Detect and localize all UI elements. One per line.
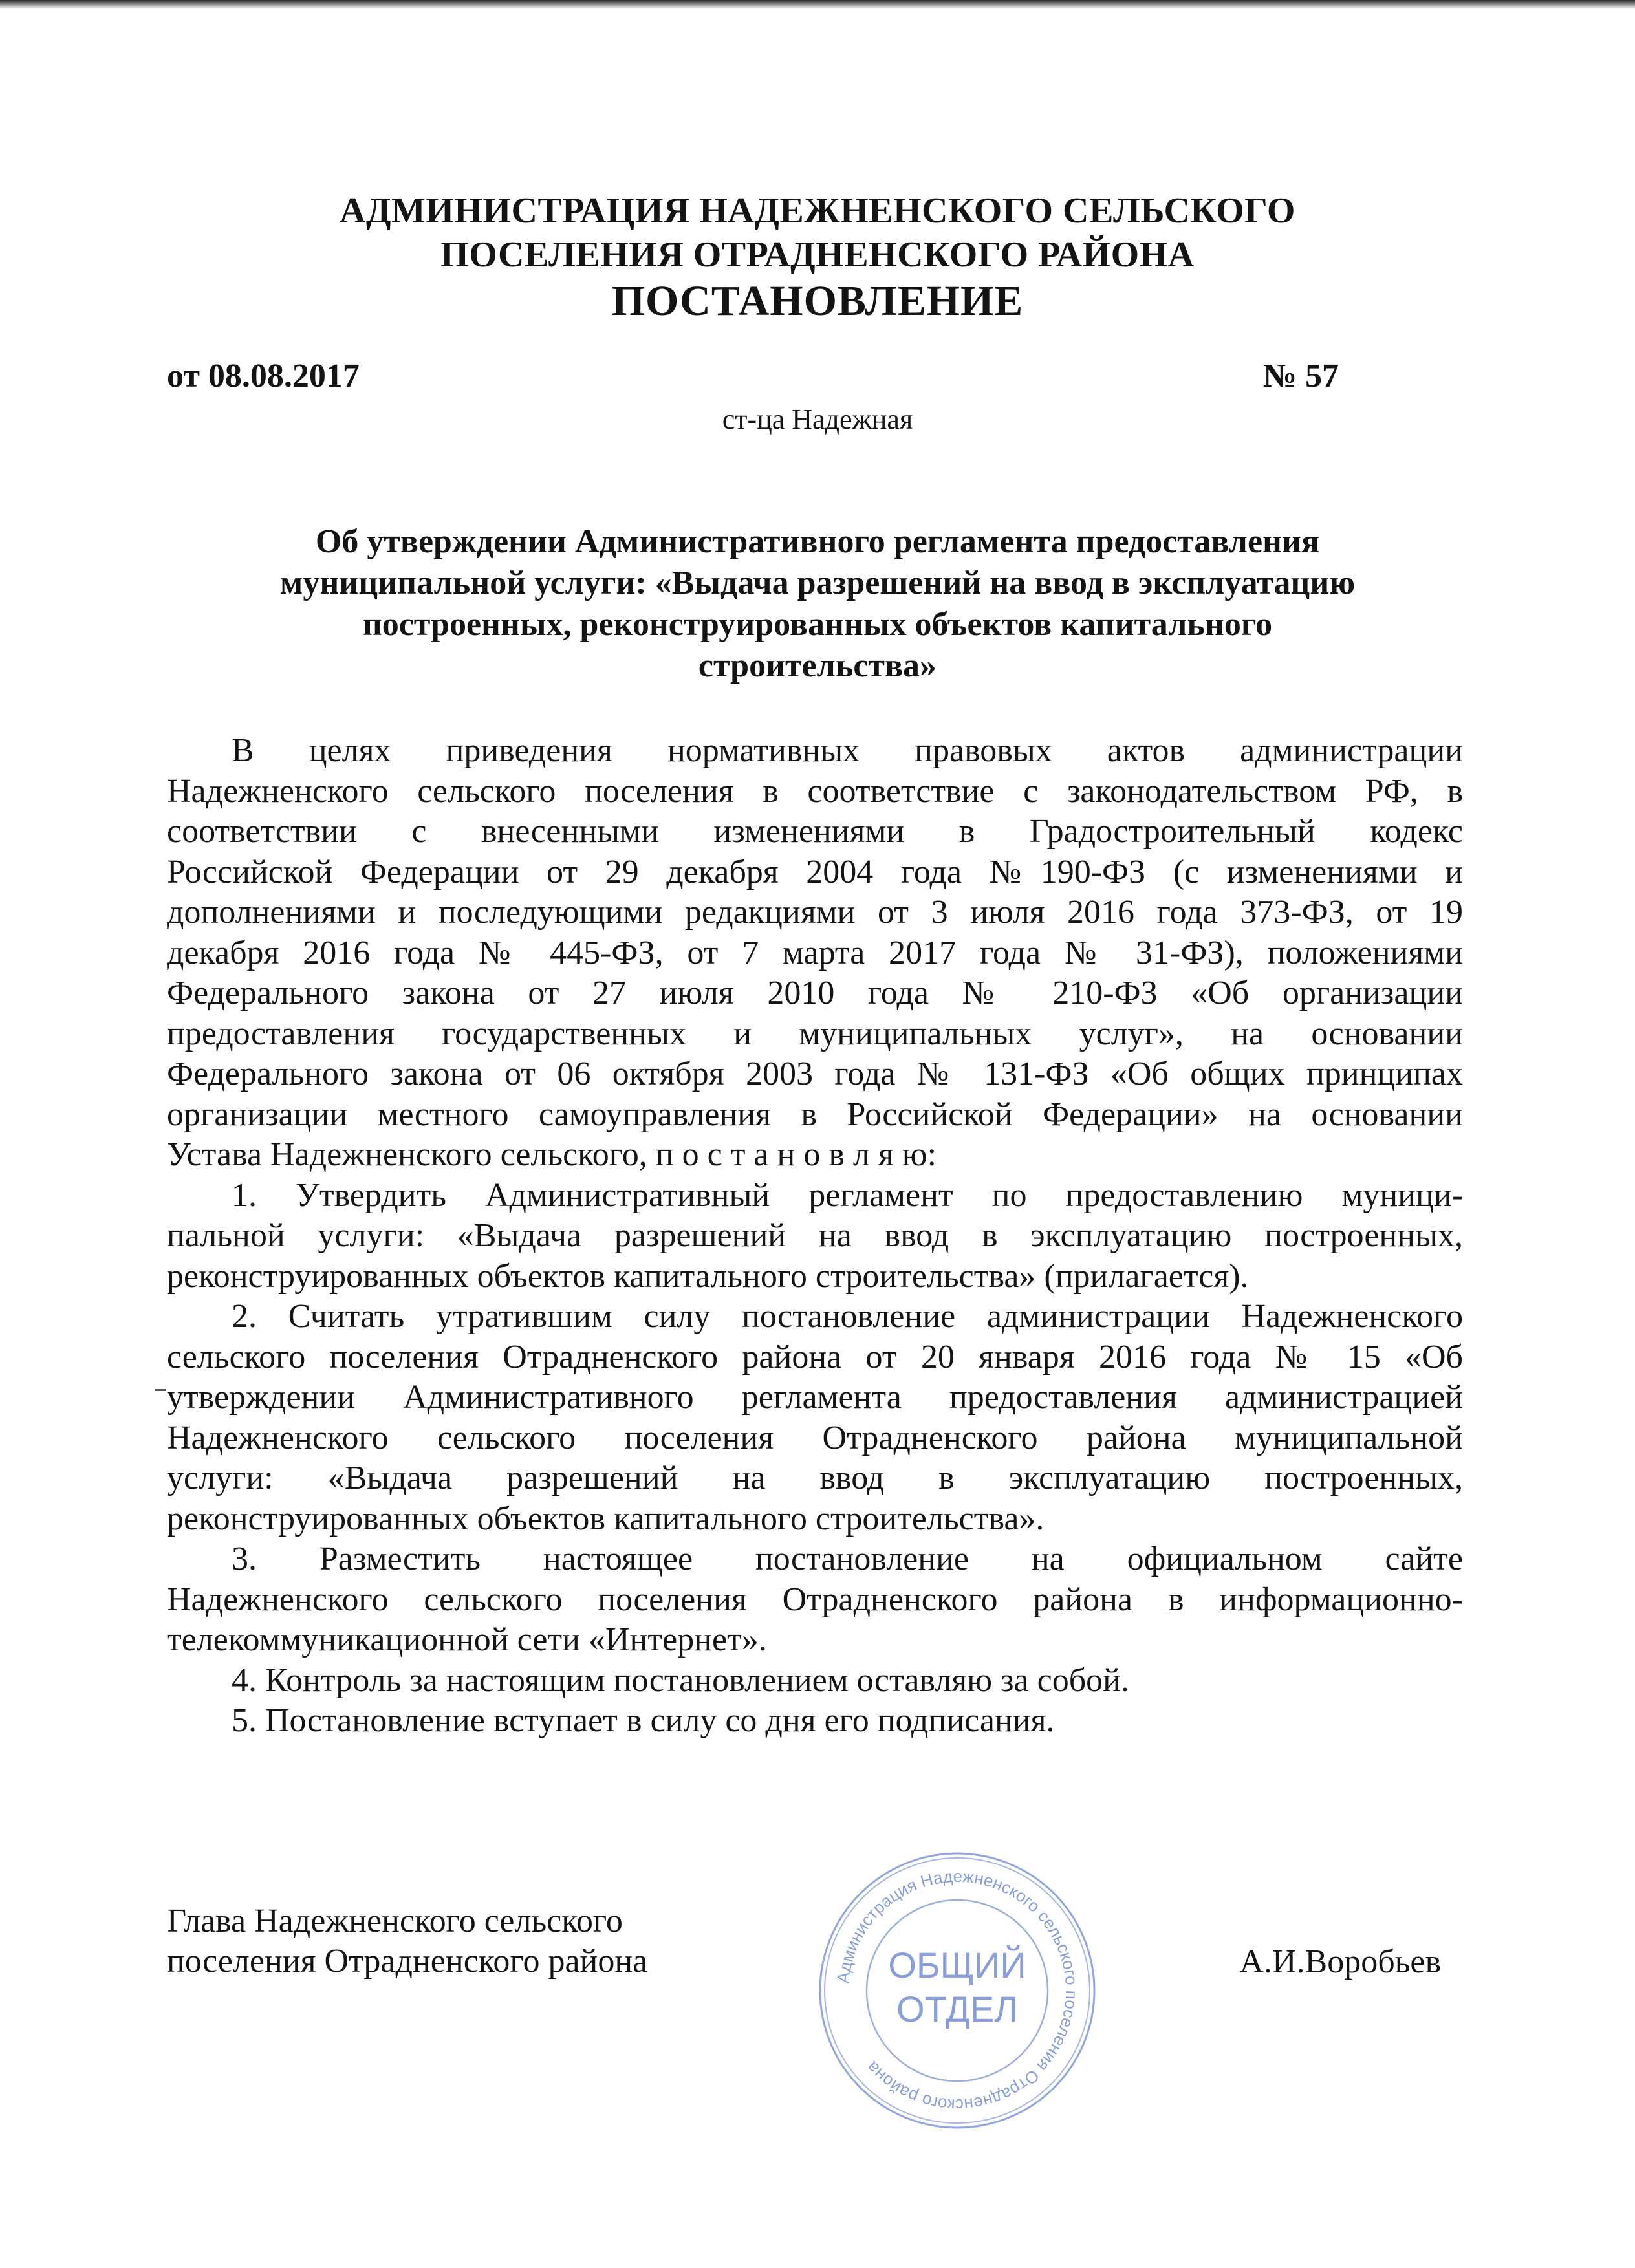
- document-body: [167, 731, 1463, 1742]
- header-line-2: ПОСЕЛЕНИЯ ОТРАДНЕНСКОГО РАЙОНА: [440, 235, 1195, 275]
- body-line: сельского поселения Отрадненского района от 20 января 2016 года № 15 «Об: [167, 1338, 1463, 1376]
- document-subject: [194, 521, 1441, 687]
- body-line: декабря 2016 года № 445-ФЗ, от 7 марта 2017 года № 31-ФЗ), положениями: [167, 934, 1463, 971]
- body-line: Надежненского сельского поселения в соответствие с законодательством РФ, в: [167, 772, 1463, 810]
- body-line: соответствии с внесенными изменениями в Градостроительный кодекс: [167, 813, 1463, 850]
- body-line: утверждении Административного регламента предоставления администрацией: [167, 1379, 1463, 1416]
- subject-line: Об утверждении Административного регламента предоставления: [315, 523, 1320, 560]
- body-line: услуги: «Выдача разрешений на ввод в эксплуатацию построенных,: [167, 1460, 1463, 1496]
- body-line: 1. Утвердить Административный регламент по предоставлению муници-: [232, 1176, 1463, 1214]
- stamp-center-line: ОТДЕЛ: [896, 1989, 1018, 2029]
- document-header: [0, 189, 1635, 277]
- stamp-center-line: ОБЩИЙ: [888, 1945, 1026, 1985]
- body-line: Федерального закона от 06 октября 2003 года № 131-ФЗ «Об общих принципах: [167, 1055, 1463, 1092]
- subject-line: построенных, реконструированных объектов капитального: [362, 606, 1273, 643]
- signature-block: [167, 1901, 647, 1982]
- body-line: 2. Считать утратившим силу постановление администрации Надежненского: [232, 1298, 1463, 1335]
- header-line-1: АДМИНИСТРАЦИЯ НАДЕЖНЕНСКОГО СЕЛЬСКОГО: [340, 191, 1295, 231]
- body-line: Устава Надежненского сельского, п о с т а н о в л я ю:: [167, 1136, 937, 1173]
- body-line: Надежненского сельского поселения Отрадненского района в информационно-: [167, 1581, 1463, 1618]
- body-line: Федерального закона от 27 июля 2010 года № 210-ФЗ «Об организации: [167, 975, 1463, 1011]
- body-line: дополнениями и последующими редакциями от 3 июля 2016 года 373-ФЗ, от 19: [167, 894, 1463, 931]
- official-stamp: [815, 1848, 1099, 2133]
- subject-line: муниципальной услуги: «Выдача разрешений на ввод в эксплуатацию: [279, 565, 1356, 601]
- body-line: телекоммуникационной сети «Интернет».: [167, 1621, 767, 1658]
- body-line: 3. Разместить настоящее постановление на официальном сайте: [232, 1540, 1463, 1577]
- scan-edge: [0, 0, 1635, 9]
- document-place: ст-ца Надежная: [722, 404, 913, 435]
- signer-name: А.И.Воробьев: [1239, 1943, 1441, 1980]
- document-date: от 08.08.2017: [167, 358, 360, 394]
- stamp-ring-text: Администрация Надежненского сельского поселения Отрадненского района: [833, 1866, 1082, 2115]
- subject-line: строительства»: [698, 647, 937, 684]
- scan-mark: [155, 1389, 166, 1391]
- body-line: реконструированных объектов капитального строительства» (прилагается).: [167, 1257, 1249, 1295]
- body-line: 4. Контроль за настоящим постановлением оставляю за собой.: [232, 1661, 1130, 1699]
- document-number: № 57: [1262, 358, 1339, 394]
- body-line: пальной услуги: «Выдача разрешений на ввод в эксплуатацию построенных,: [167, 1217, 1463, 1254]
- body-line: предоставления государственных и муниципальных услуг», на основании: [167, 1015, 1463, 1052]
- body-line: реконструированных объектов капитального строительства».: [167, 1500, 1045, 1537]
- body-line: В целях приведения нормативных правовых актов администрации: [232, 732, 1463, 769]
- body-line: Российской Федерации от 29 декабря 2004 года №190-ФЗ (с изменениями и: [167, 853, 1463, 891]
- signature-title-line: поселения Отрадненского района: [167, 1943, 648, 1980]
- body-line: организации местного самоуправления в Российской Федерации» на основании: [167, 1096, 1463, 1133]
- document-type: ПОСТАНОВЛЕНИЕ: [611, 277, 1024, 325]
- body-line: 5. Постановление вступает в силу со дня его подписания.: [232, 1702, 1055, 1739]
- signature-title-line: Глава Надежненского сельского: [167, 1903, 623, 1939]
- body-line: Надежненского сельского поселения Отрадненского района муниципальной: [167, 1419, 1463, 1456]
